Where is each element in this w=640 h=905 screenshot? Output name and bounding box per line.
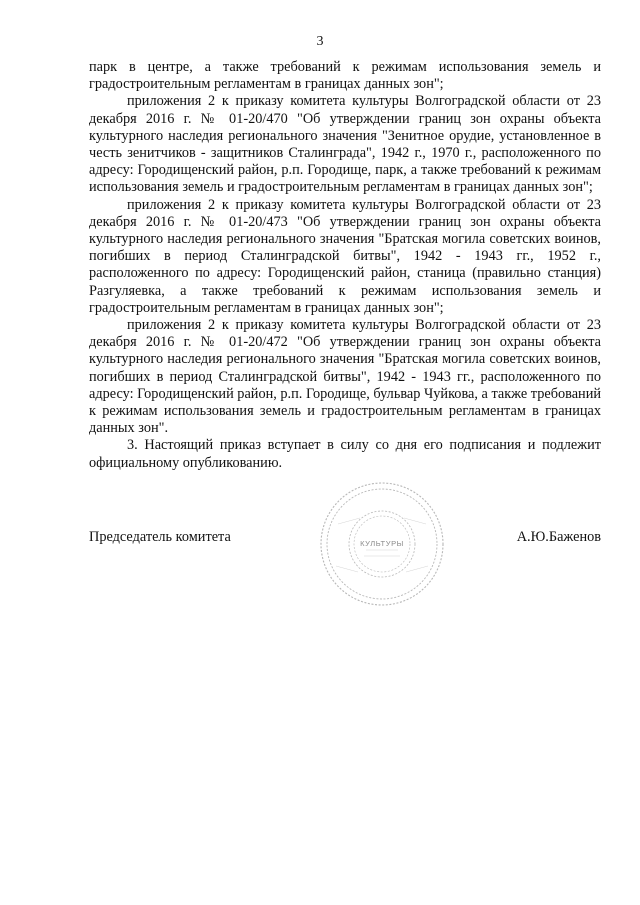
page-number: 3 <box>316 34 324 49</box>
official-seal-stamp <box>318 480 446 608</box>
body-text <box>89 59 601 472</box>
paragraph-continuation: парк в центре, а также требований к режимам использования земель и градостроительным регламентам в границах данных зон"; <box>89 59 601 93</box>
paragraph-effective-clause: 3. Настоящий приказ вступает в силу со дня его подписания и подлежит официальному опубликованию. <box>89 437 601 471</box>
paragraph-appendix-472: приложения 2 к приказу комитета культуры Волгоградской области от 23 декабря 2016 г. № 01-20/472 "Об утверждении границ зон охраны объекта культурного наследия регионального значения "Братская могила советских воинов, погибших в период Сталинградской битвы", 1942 - 1943 гг., расположенного по адресу: Городищенский район, р.п. Городище, бульвар Чуйкова, а также требований к режимам использования земель и градостроительным регламентам в границах данных зон". <box>89 317 601 437</box>
paragraph-appendix-470: приложения 2 к приказу комитета культуры Волгоградской области от 23 декабря 2016 г. № 01-20/470 "Об утверждении границ зон охраны объекта культурного наследия регионального значения "Зенитное орудие, установленное в честь зенитчиков - защитников Сталинграда", 1942 г., 1970 г., расположенного по адресу: Городищенский район, р.п. Городище, парк, а также требований к режимам использования земель и градостроительным регламентам в границах данных зон"; <box>89 93 601 196</box>
signer-name: А.Ю.Баженов <box>516 529 601 545</box>
seal-center-text: КУЛЬТУРЫ <box>360 539 404 548</box>
signer-title: Председатель комитета <box>89 529 231 545</box>
paragraph-appendix-473: приложения 2 к приказу комитета культуры Волгоградской области от 23 декабря 2016 г. № 01-20/473 "Об утверждении границ зон охраны объекта культурного наследия регионального значения "Братская могила советских воинов, погибших в период Сталинградской битвы", 1942 - 1943 гг., 1952 г., расположенного по адресу: Городищенский район, станица (правильно станция) Разгуляевка, а также требований к режимам использования земель и градостроительным регламентам в границах данных зон"; <box>89 196 601 316</box>
